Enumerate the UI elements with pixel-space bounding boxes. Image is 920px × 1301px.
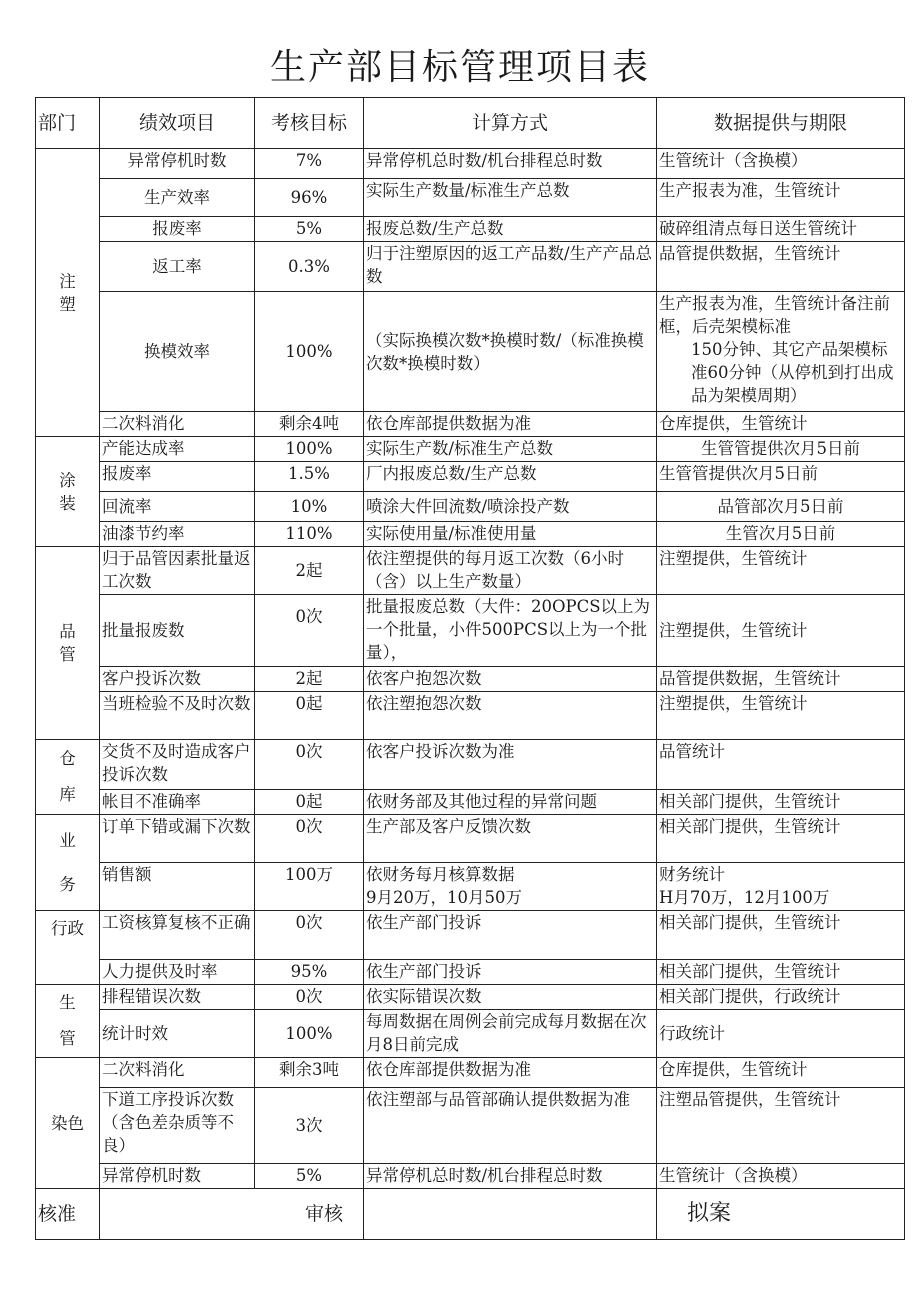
- approve-label: 核准: [36, 1189, 100, 1240]
- review-signature-area: [364, 1189, 657, 1240]
- method-cell: 实际生产数量/标准生产总数: [364, 179, 657, 217]
- item-cell: 二次料消化: [100, 1058, 255, 1088]
- target-cell: 100%: [255, 437, 364, 462]
- dept-ranse: 染色: [36, 1058, 100, 1189]
- item-cell: 当班检验不及时次数: [100, 692, 255, 740]
- source-cell: 生产报表为准，生管统计: [657, 179, 905, 217]
- table-row: [36, 911, 905, 960]
- table-row: [36, 292, 905, 412]
- draft-label: 拟案: [657, 1189, 905, 1240]
- source-cell: 生产报表为准，生管统计备注前框，后壳架模标准 150分钟、其它产品架模标准60分钟（从停机到打出成品为架模周期）: [657, 292, 905, 412]
- method-cell: 依注塑抱怨次数: [364, 692, 657, 740]
- item-cell: 异常停机时数: [100, 149, 255, 179]
- item-cell: 二次料消化: [100, 412, 255, 437]
- method-cell: 生产部及客户反馈次数: [364, 815, 657, 863]
- source-cell: 注塑提供，生管统计: [657, 692, 905, 740]
- source-cell: 破碎组清点每日送生管统计: [657, 217, 905, 242]
- target-cell: 剩余3吨: [255, 1058, 364, 1088]
- table-row: [36, 242, 905, 292]
- source-cell: 生管统计（含换模）: [657, 149, 905, 179]
- table-row: [36, 462, 905, 492]
- method-cell: 依财务部及其他过程的异常问题: [364, 790, 657, 815]
- method-cell: （实际换模次数*换模时数/（标准换模次数*换模时数）: [364, 292, 657, 412]
- source-cell: 品管提供数据，生管统计: [657, 667, 905, 692]
- item-cell: 订单下错或漏下次数: [100, 815, 255, 863]
- source-cell: 生管次月5日前: [657, 522, 905, 547]
- source-cell: 相关部门提供，生管统计: [657, 911, 905, 960]
- target-cell: 0次: [255, 815, 364, 863]
- source-cell: 品管提供数据，生管统计: [657, 242, 905, 292]
- item-cell: 油漆节约率: [100, 522, 255, 547]
- header-row: [36, 98, 905, 149]
- method-cell: 依仓库部提供数据为准: [364, 1058, 657, 1088]
- source-cell: 生管管提供次月5日前: [657, 462, 905, 492]
- dept-tuzhuang: 涂 装: [36, 437, 100, 547]
- source-cell: 相关部门提供，行政统计: [657, 985, 905, 1010]
- table-row: [36, 217, 905, 242]
- method-cell: 依生产部门投诉: [364, 911, 657, 960]
- target-cell: 0起: [255, 790, 364, 815]
- target-cell: 0次: [255, 985, 364, 1010]
- method-cell: 归于注塑原因的返工产品数/生产产品总数: [364, 242, 657, 292]
- item-cell: 下道工序投诉次数（含色差杂质等不良）: [100, 1088, 255, 1164]
- target-cell: 1.5%: [255, 462, 364, 492]
- table-row: [36, 595, 905, 667]
- table-row: [36, 692, 905, 740]
- target-cell: 3次: [255, 1088, 364, 1164]
- header-item: 绩效项目: [100, 98, 255, 149]
- item-cell: 换模效率: [100, 292, 255, 412]
- table-row: [36, 790, 905, 815]
- dept-yewu: 业 务: [36, 815, 100, 911]
- table-row: [36, 1010, 905, 1058]
- header-source: 数据提供与期限: [657, 98, 905, 149]
- dept-xingzheng: 行政: [36, 911, 100, 985]
- item-cell: 客户投诉次数: [100, 667, 255, 692]
- method-cell: 依注塑部与品管部确认提供数据为准: [364, 1088, 657, 1164]
- target-cell: 100万: [255, 863, 364, 911]
- target-cell: 0次: [255, 595, 364, 667]
- table-row: [36, 1058, 905, 1088]
- table-row: [36, 492, 905, 522]
- table-row: [36, 863, 905, 911]
- method-cell: 依仓库部提供数据为准: [364, 412, 657, 437]
- target-cell: 0次: [255, 740, 364, 790]
- table-row: [36, 437, 905, 462]
- header-target: 考核目标: [255, 98, 364, 149]
- table-row: [36, 985, 905, 1010]
- source-cell: 注塑提供，生管统计: [657, 595, 905, 667]
- source-cell: 生管管提供次月5日前: [657, 437, 905, 462]
- target-cell: 0.3%: [255, 242, 364, 292]
- page-title: 生产部目标管理项目表: [269, 47, 650, 88]
- target-cell: 110%: [255, 522, 364, 547]
- source-cell: 注塑品管提供，生管统计: [657, 1088, 905, 1164]
- target-cell: 7%: [255, 149, 364, 179]
- target-cell: 95%: [255, 960, 364, 985]
- item-cell: 批量报废数: [100, 595, 255, 667]
- dept-cangku: 仓 库: [36, 740, 100, 815]
- method-cell: 依财务每月核算数据 9月20万，10月50万: [364, 863, 657, 911]
- source-cell: 仓库提供，生管统计: [657, 1058, 905, 1088]
- table-row: [36, 667, 905, 692]
- source-cell: 相关部门提供，生管统计: [657, 815, 905, 863]
- source-cell: 注塑提供，生管统计: [657, 547, 905, 595]
- target-cell: 0次: [255, 911, 364, 960]
- item-cell: 返工率: [100, 242, 255, 292]
- table-row: [36, 815, 905, 863]
- item-cell: 归于品管因素批量返工次数: [100, 547, 255, 595]
- item-cell: 报废率: [100, 217, 255, 242]
- header-method: 计算方式: [364, 98, 657, 149]
- item-cell: 异常停机时数: [100, 1164, 255, 1189]
- source-cell: 品管统计: [657, 740, 905, 790]
- method-cell: 每周数据在周例会前完成每月数据在次月8日前完成: [364, 1010, 657, 1058]
- target-cell: 2起: [255, 667, 364, 692]
- source-cell: 行政统计: [657, 1010, 905, 1058]
- method-cell: 依客户抱怨次数: [364, 667, 657, 692]
- table-row: [36, 412, 905, 437]
- item-cell: 工资核算复核不正确: [100, 911, 255, 960]
- method-cell: 报废总数/生产总数: [364, 217, 657, 242]
- method-cell: 喷涂大件回流数/喷涂投产数: [364, 492, 657, 522]
- table-row: [36, 740, 905, 790]
- table-row: [36, 547, 905, 595]
- method-cell: 异常停机总时数/机台排程总时数: [364, 1164, 657, 1189]
- method-cell: 依实际错误次数: [364, 985, 657, 1010]
- target-cell: 5%: [255, 1164, 364, 1189]
- table-row: [36, 1164, 905, 1189]
- target-table: [35, 97, 905, 1240]
- target-cell: 5%: [255, 217, 364, 242]
- method-cell: 依注塑提供的每月返工次数（6小时（含）以上生产数量）: [364, 547, 657, 595]
- table-row: [36, 522, 905, 547]
- item-cell: 销售额: [100, 863, 255, 911]
- item-cell: 生产效率: [100, 179, 255, 217]
- table-row: [36, 179, 905, 217]
- item-cell: 报废率: [100, 462, 255, 492]
- method-cell: 厂内报废总数/生产总数: [364, 462, 657, 492]
- target-cell: 96%: [255, 179, 364, 217]
- item-cell: 统计时效: [100, 1010, 255, 1058]
- header-dept: 部门: [36, 98, 100, 149]
- method-cell: 实际使用量/标准使用量: [364, 522, 657, 547]
- dept-zhusu: 注 塑: [36, 149, 100, 437]
- item-cell: 产能达成率: [100, 437, 255, 462]
- dept-shengguan: 生 管: [36, 985, 100, 1058]
- table-row: [36, 149, 905, 179]
- method-cell: 实际生产数/标准生产总数: [364, 437, 657, 462]
- method-cell: 异常停机总时数/机台排程总时数: [364, 149, 657, 179]
- target-cell: 0起: [255, 692, 364, 740]
- method-cell: 依生产部门投诉: [364, 960, 657, 985]
- signoff-row: [36, 1189, 905, 1240]
- item-cell: 排程错误次数: [100, 985, 255, 1010]
- source-cell: 财务统计 H月70万，12月100万: [657, 863, 905, 911]
- item-cell: 回流率: [100, 492, 255, 522]
- method-cell: 依客户投诉次数为准: [364, 740, 657, 790]
- source-cell: 相关部门提供，生管统计: [657, 790, 905, 815]
- review-label: 审核: [100, 1189, 364, 1240]
- source-cell: 仓库提供，生管统计: [657, 412, 905, 437]
- item-cell: 人力提供及时率: [100, 960, 255, 985]
- table-row: [36, 960, 905, 985]
- table-row: [36, 1088, 905, 1164]
- item-cell: 帐目不准确率: [100, 790, 255, 815]
- item-cell: 交货不及时造成客户投诉次数: [100, 740, 255, 790]
- target-cell: 100%: [255, 1010, 364, 1058]
- target-cell: 剩余4吨: [255, 412, 364, 437]
- source-cell: 生管统计（含换模）: [657, 1164, 905, 1189]
- target-cell: 2起: [255, 547, 364, 595]
- target-cell: 100%: [255, 292, 364, 412]
- target-cell: 10%: [255, 492, 364, 522]
- dept-pinguan: 品 管: [36, 547, 100, 740]
- method-cell: 批量报废总数（大件：20OPCS以上为一个批量，小件500PCS以上为一个批量），: [364, 595, 657, 667]
- source-cell: 相关部门提供，生管统计: [657, 960, 905, 985]
- source-cell: 品管部次月5日前: [657, 492, 905, 522]
